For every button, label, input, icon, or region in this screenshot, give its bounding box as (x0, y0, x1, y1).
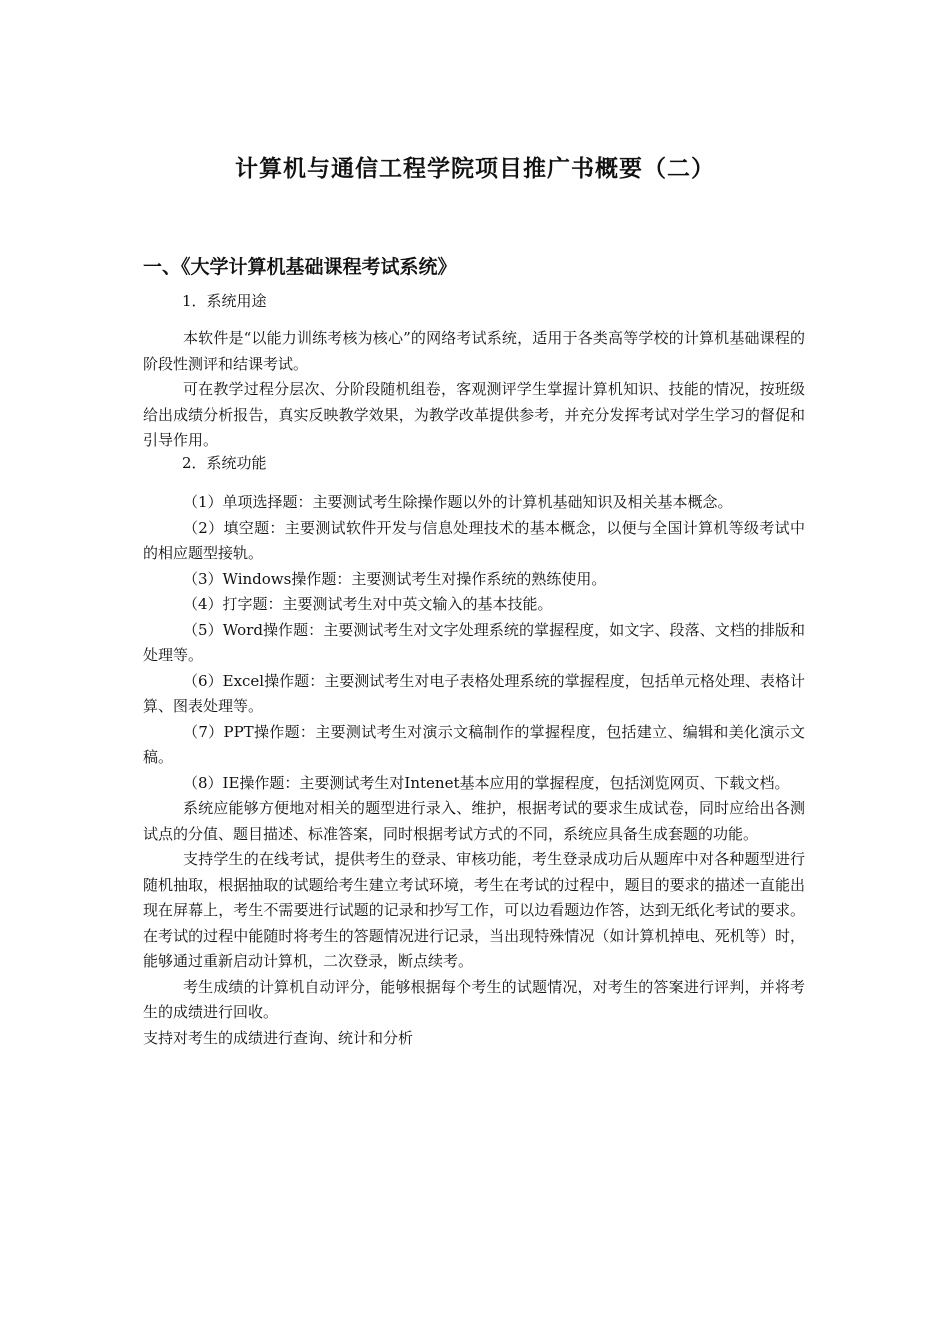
functions-block (143, 490, 805, 1051)
subheading-usage: 1．系统用途 (182, 292, 267, 310)
function-paragraph: 系统应能够方便地对相关的题型进行录入、维护，根据考试的要求生成试卷，同时应给出各测试点的分值、题目描述、标准答案，同时根据考试方式的不同，系统应具备生成套题的功能。 (143, 799, 805, 843)
function-paragraph: （5）Word操作题：主要测试考生对文字处理系统的掌握程度，如文字、段落、文档的排版和处理等。 (143, 620, 805, 664)
function-paragraph: （6）Excel操作题：主要测试考生对电子表格处理系统的掌握程度，包括单元格处理、表格计算、图表处理等。 (143, 671, 805, 715)
function-paragraph: 支持学生的在线考试，提供考生的登录、审核功能，考生登录成功后从题库中对各种题型进行随机抽取，根据抽取的试题给考生建立考试环境，考生在考试的过程中，题目的要求的描述一直能出现在屏幕上，考生不需要进行试题的记录和抄写工作，可以边看题边作答，达到无纸化考试的要求。在考试的过程中能随时将考生的答题情况进行记录，当出现特殊情况（如计算机掉电、死机等）时，能够通过重新启动计算机，二次登录，断点续考。 (143, 850, 805, 970)
function-paragraph: （8）IE操作题：主要测试考生对Intenet基本应用的掌握程度，包括浏览网页、下载文档。 (183, 773, 790, 792)
subheading-functions: 2．系统功能 (182, 454, 267, 472)
usage-paragraph: 本软件是“以能力训练考核为核心”的网络考试系统，适用于各类高等学校的计算机基础课程的阶段性测评和结课考试。 (143, 329, 805, 373)
function-paragraph: （1）单项选择题：主要测试考生除操作题以外的计算机基础知识及相关基本概念。 (183, 493, 733, 511)
usage-block (143, 326, 805, 454)
function-paragraph: （2）填空题：主要测试软件开发与信息处理技术的基本概念，以便与全国计算机等级考试中的相应题型接轨。 (143, 518, 805, 562)
usage-paragraph: 可在教学过程分层次、分阶段随机组卷，客观测评学生掌握计算机知识、技能的情况，按班级给出成绩分析报告，真实反映教学效果，为教学改革提供参考，并充分发挥考试对学生学习的督促和引导作用。 (143, 380, 805, 449)
closing-line: 支持对考生的成绩进行查询、统计和分析 (143, 1028, 414, 1047)
document-title: 计算机与通信工程学院项目推广书概要（二） (235, 156, 715, 182)
function-paragraph: 考生成绩的计算机自动评分，能够根据每个考生的试题情况，对考生的答案进行评判，并将考生的成绩进行回收。 (143, 977, 805, 1021)
function-paragraph: （3）Windows操作题：主要测试考生对操作系统的熟练使用。 (183, 569, 607, 588)
function-paragraph: （4）打字题：主要测试考生对中英文输入的基本技能。 (183, 595, 553, 613)
function-paragraph: （7）PPT操作题：主要测试考生对演示文稿制作的掌握程度，包括建立、编辑和美化演示文稿。 (143, 722, 805, 766)
section-heading: 一、《大学计算机基础课程考试系统》 (143, 256, 457, 278)
